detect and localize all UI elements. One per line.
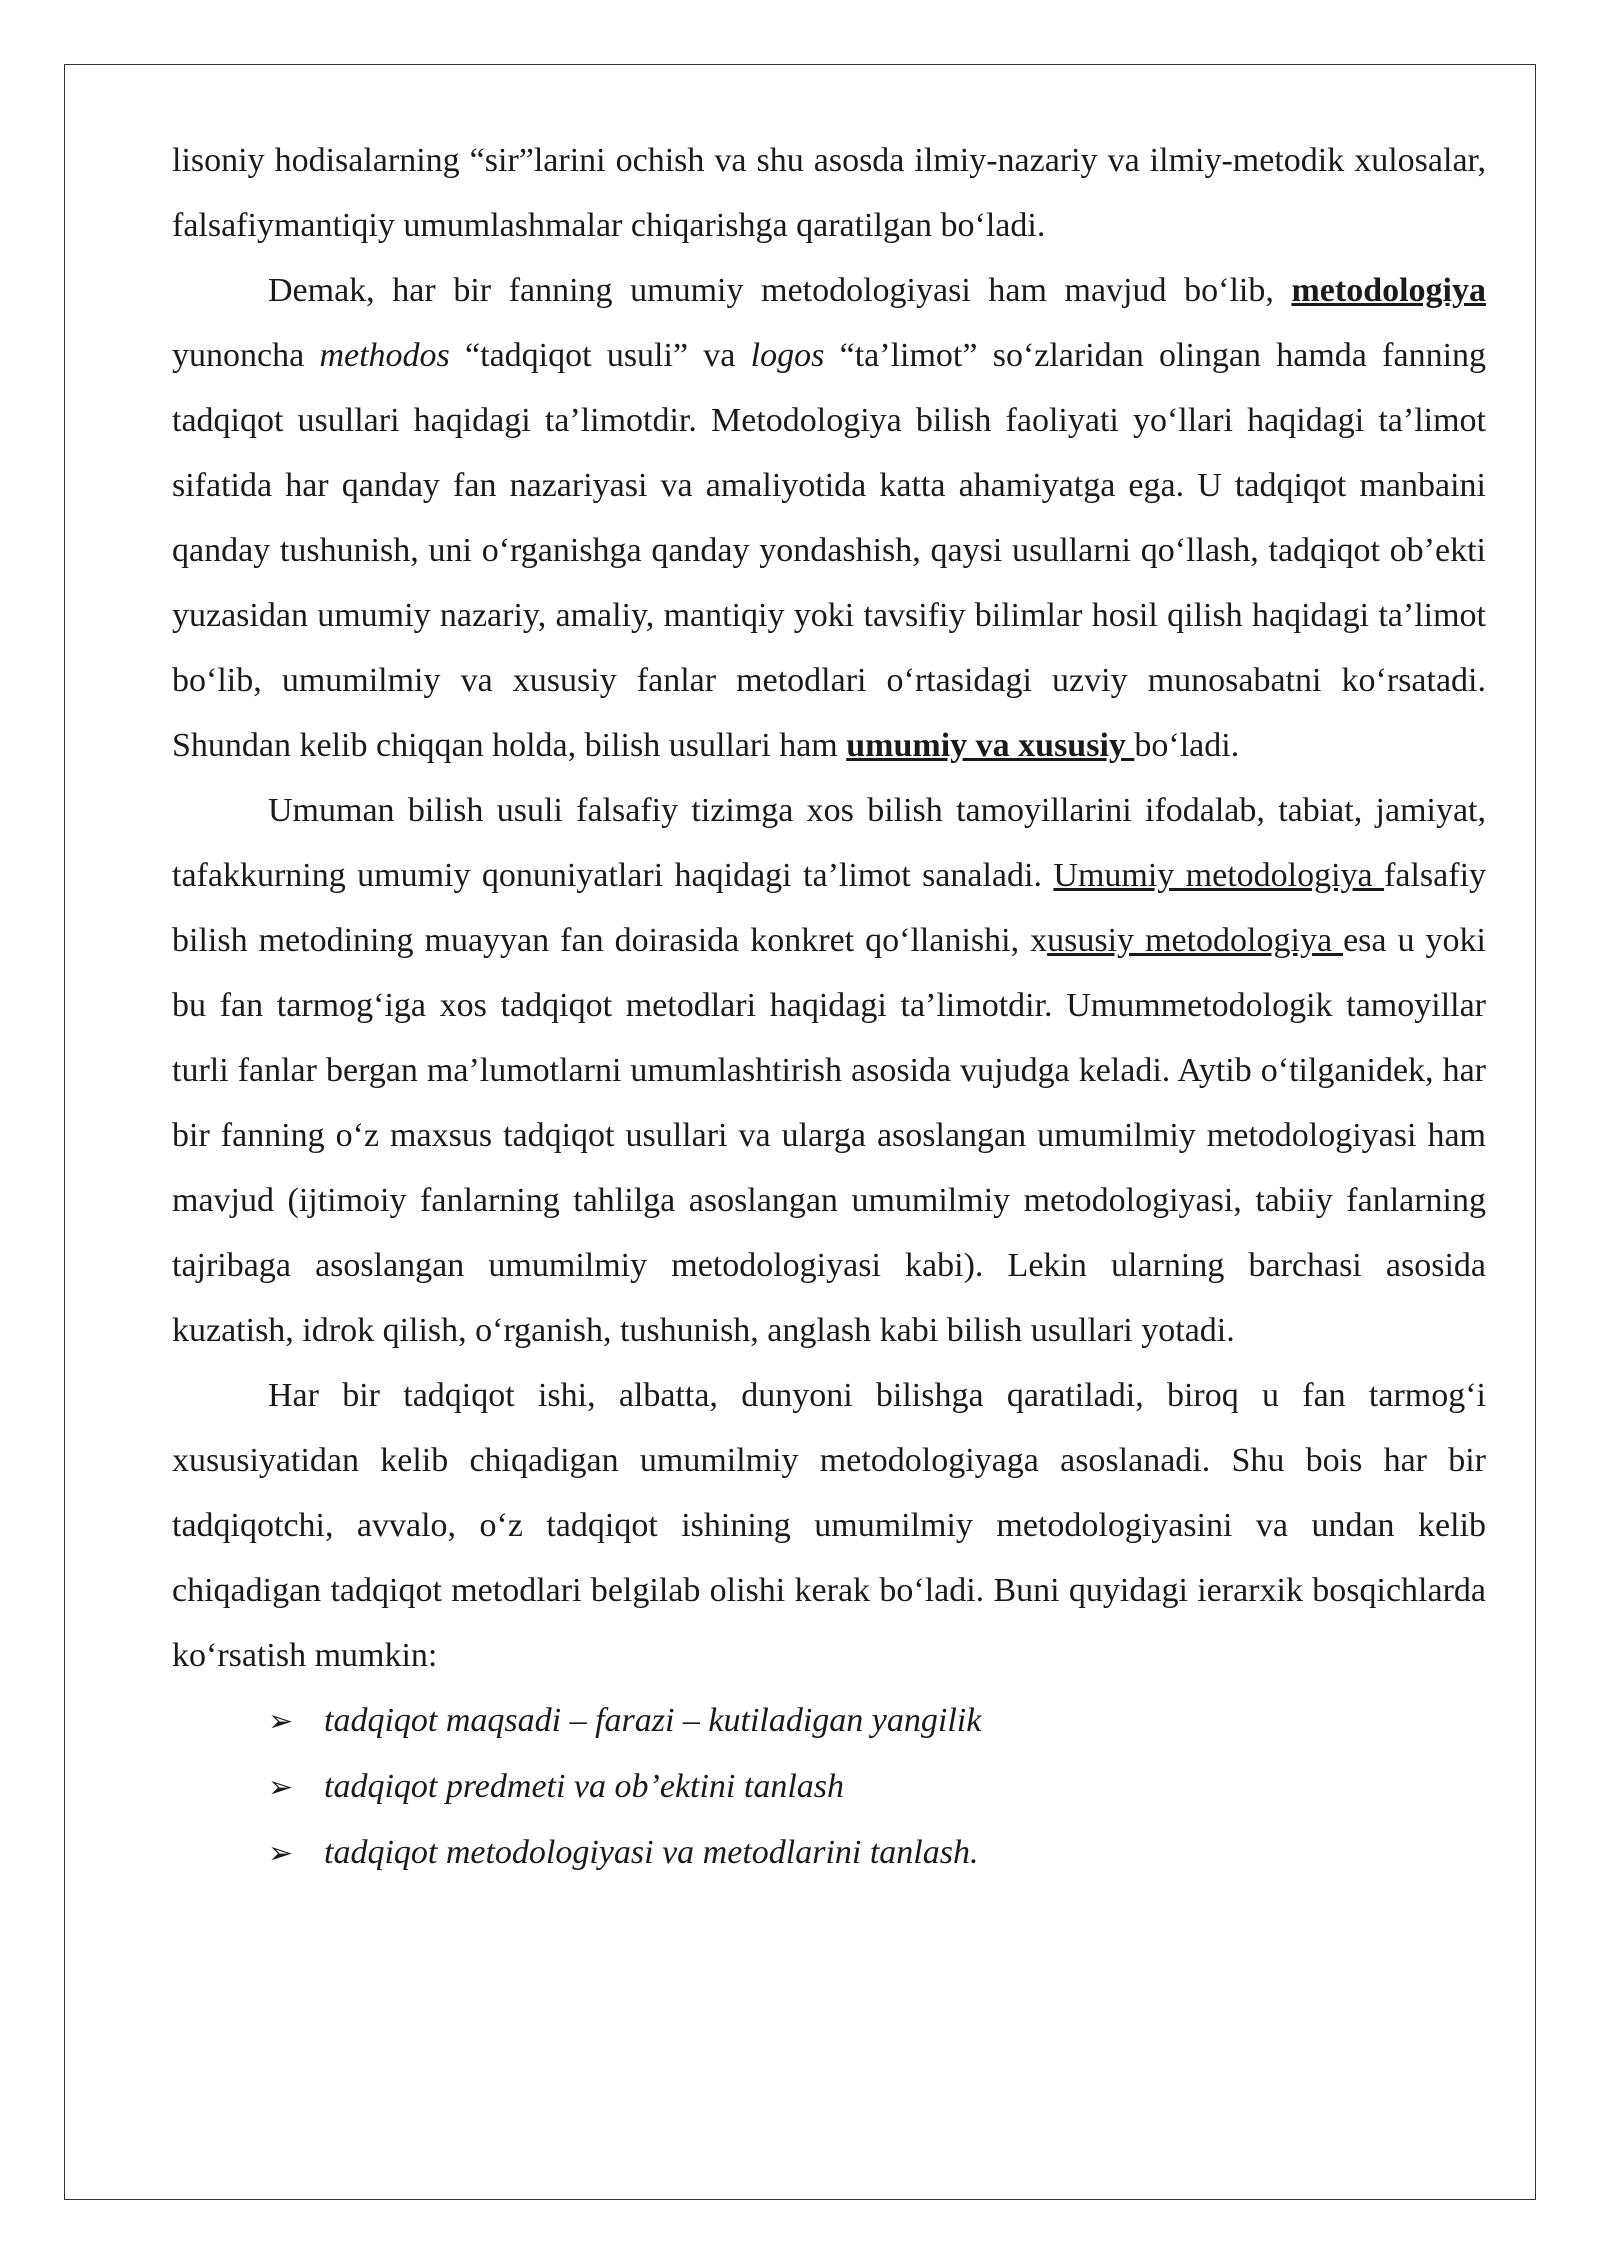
hierarchy-list	[172, 1688, 1486, 1886]
list-item-text: tadqiqot predmeti va ob’ektini tanlash	[324, 1768, 844, 1805]
paragraph-2-text-b: yunoncha	[172, 337, 320, 374]
document-body	[172, 128, 1486, 1886]
paragraph-3-text-a: Umuman bilish usuli falsafiy tizimga xos bilish tamoyillarini ifodalab, tabiat, jamiyat, tafakkurning umumiy qonuniyatlari haqidagi ta’limot sanaladi.	[172, 792, 1486, 894]
list-item	[268, 1820, 1486, 1886]
term-methodos: methodos	[319, 337, 450, 374]
paragraph-4: Har bir tadqiqot ishi, albatta, dunyoni bilishga qaratiladi, biroq u fan tarmog‘i xususiyatidan kelib chiqadigan umumilmiy metodologiyaga asoslanadi. Shu bois har bir tadqiqotchi, avvalo, o‘z tadqiqot ishining umumilmiy metodologiyasini va undan kelib chiqadigan tadqiqot metodlari belgilab olishi kerak bo‘ladi. Buni quyidagi ierarxik bosqichlarda ko‘rsatish mumkin:	[172, 1377, 1486, 1674]
term-metodologiya: metodologiya	[1291, 272, 1486, 309]
term-xususiy-metodologiya: ususiy metodologiya	[1047, 922, 1344, 959]
arrowhead-bullet-icon: ➢	[268, 1705, 294, 1738]
arrowhead-bullet-icon: ➢	[268, 1771, 294, 1804]
list-item	[268, 1754, 1486, 1820]
paragraph-2-text-a: Demak, har bir fanning umumiy metodologiyasi ham mavjud bo‘lib,	[268, 272, 1292, 309]
paragraph-2-text-e: bo‘ladi.	[1134, 727, 1240, 764]
arrowhead-bullet-icon: ➢	[268, 1837, 294, 1870]
paragraph-3-text-b: falsafiy bilish metodining muayyan fan doirasida konkret qo‘llanishi, x	[172, 857, 1487, 959]
paragraph-3-text-c: esa u yoki bu fan tarmog‘iga xos tadqiqot metodlari haqidagi ta’limotdir. Umummetodologik tamoyillar turli fanlar bergan ma’lumotlarni umumlashtirish asosida vujudga keladi. Aytib o‘tilganidek, har bir fanning o‘z maxsus tadqiqot usullari va ularga asoslangan umumilmiy metodologiyasi ham mavjud (ijtimoiy fanlarning tahlilga asoslangan umumilmiy metodologiyasi, tabiiy fanlarning tajribaga asoslangan umumilmiy metodologiyasi kabi). Lekin ularning barchasi asosida kuzatish, idrok qilish, o‘rganish, tushunish, anglash kabi bilish usullari yotadi.	[172, 922, 1486, 1349]
paragraph-3	[172, 778, 1486, 1363]
list-item-text: tadqiqot metodologiyasi va metodlarini tanlash.	[324, 1834, 979, 1871]
paragraph-2	[172, 258, 1486, 778]
paragraph-2-text-c: “tadqiqot usuli” va	[449, 337, 751, 374]
list-item	[268, 1688, 1486, 1754]
term-umumiy-metodologiya: Umumiy metodologiya	[1053, 857, 1385, 894]
term-umumiy-va-xususiy: umumiy va xususiy	[846, 727, 1135, 764]
term-logos: logos	[750, 337, 825, 374]
paragraph-1: lisoniy hodisalarning “sir”larini ochish va shu asosda ilmiy-nazariy va ilmiy-metodik xulosalar, falsafiymantiqiy umumlashmalar chiqarishga qaratilgan bo‘ladi.	[172, 142, 1486, 244]
paragraph-2-text-d: “ta’limot” so‘zlaridan olingan hamda fanning tadqiqot usullari haqidagi ta’limotdir. Metodologiya bilish faoliyati yo‘llari haqidagi ta’limot sifatida har qanday fan nazariyasi va amaliyotida katta ahamiyatga ega. U tadqiqot manbaini qanday tushunish, uni o‘rganishga qanday yondashish, qaysi usullarni qo‘llash, tadqiqot ob’ekti yuzasidan umumiy nazariy, amaliy, mantiqiy yoki tavsifiy bilimlar hosil qilish haqidagi ta’limot bo‘lib, umumilmiy va xususiy fanlar metodlari o‘rtasidagi uzviy munosabatni ko‘rsatadi. Shundan kelib chiqqan holda, bilish usullari ham	[172, 337, 1487, 764]
list-item-text: tadqiqot maqsadi – farazi – kutiladigan yangilik	[324, 1702, 982, 1739]
